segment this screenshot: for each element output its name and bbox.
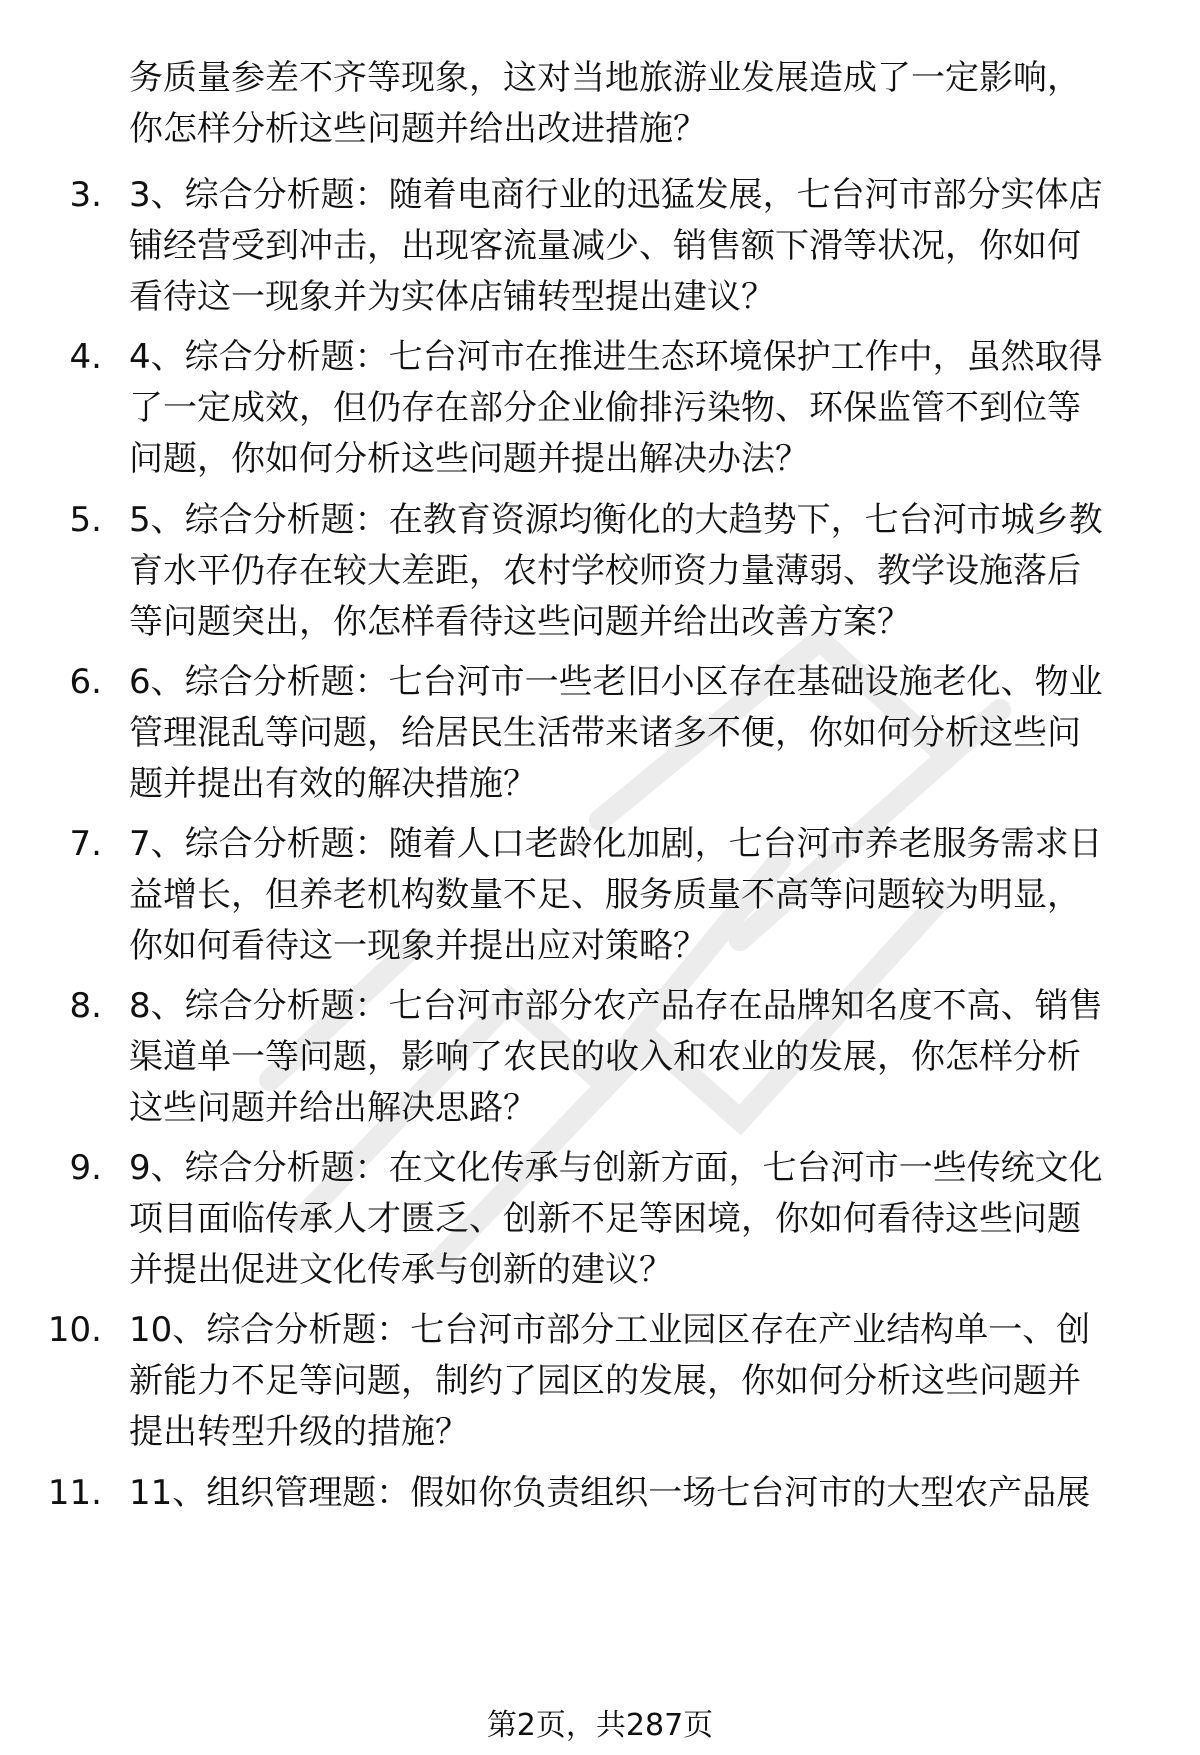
text-line: 提出转型升级的措施？ xyxy=(129,1412,469,1452)
list-number: 11. xyxy=(47,1473,102,1513)
text-line: 5、综合分析题：在教育资源均衡化的大趋势下，七台河市城乡教 xyxy=(129,500,1103,540)
text-line: 问题，你如何分析这些问题并提出解决办法？ xyxy=(129,439,809,479)
text-line: 铺经营受到冲击，出现客流量减少、销售额下滑等状况，你如何 xyxy=(129,226,1081,266)
text-line: 3、综合分析题：随着电商行业的迅猛发展，七台河市部分实体店 xyxy=(129,175,1103,215)
text-line: 10、综合分析题：七台河市部分工业园区存在产业结构单一、创 xyxy=(129,1310,1091,1350)
list-number: 7. xyxy=(69,824,102,864)
list-number: 3. xyxy=(69,175,102,215)
text-line: 4、综合分析题：七台河市在推进生态环境保护工作中，虽然取得 xyxy=(129,337,1103,377)
page-footer: 第2页，共287页 xyxy=(486,1708,714,1743)
text-line: 益增长，但养老机构数量不足、服务质量不高等问题较为明显， xyxy=(129,875,1081,915)
text-line: 8、综合分析题：七台河市部分农产品存在品牌知名度不高、销售 xyxy=(129,986,1103,1026)
text-line: 管理混乱等问题，给居民生活带来诸多不便，你如何分析这些问 xyxy=(129,713,1081,753)
text-line: 等问题突出，你怎样看待这些问题并给出改善方案？ xyxy=(129,602,911,642)
text-line: 11、组织管理题：假如你负责组织一场七台河市的大型农产品展 xyxy=(129,1473,1091,1513)
text-line: 新能力不足等问题，制约了园区的发展，你如何分析这些问题并 xyxy=(129,1361,1081,1401)
list-number: 4. xyxy=(69,337,102,377)
list-number: 9. xyxy=(69,1148,102,1188)
list-number: 6. xyxy=(69,662,102,702)
text-line: 育水平仍存在较大差距，农村学校师资力量薄弱、教学设施落后 xyxy=(129,551,1081,591)
text-line: 务质量参差不齐等现象，这对当地旅游业发展造成了一定影响， xyxy=(129,58,1081,98)
list-number: 10. xyxy=(47,1310,102,1350)
text-line: 这些问题并给出解决思路？ xyxy=(129,1088,537,1128)
text-line: 项目面临传承人才匮乏、创新不足等困境，你如何看待这些问题 xyxy=(129,1199,1081,1239)
list-number: 8. xyxy=(69,986,102,1026)
text-line: 渠道单一等问题，影响了农民的收入和农业的发展，你怎样分析 xyxy=(129,1037,1081,1077)
text-line: 并提出促进文化传承与创新的建议？ xyxy=(129,1250,673,1290)
text-line: 6、综合分析题：七台河市一些老旧小区存在基础设施老化、物业 xyxy=(129,662,1103,702)
text-line: 你怎样分析这些问题并给出改进措施？ xyxy=(129,109,707,149)
text-line: 题并提出有效的解决措施？ xyxy=(129,764,537,804)
text-line: 9、综合分析题：在文化传承与创新方面，七台河市一些传统文化 xyxy=(129,1148,1103,1188)
text-line: 7、综合分析题：随着人口老龄化加剧，七台河市养老服务需求日 xyxy=(129,824,1103,864)
list-number: 5. xyxy=(69,500,102,540)
text-line: 了一定成效，但仍存在部分企业偷排污染物、环保监管不到位等 xyxy=(129,388,1081,428)
text-line: 你如何看待这一现象并提出应对策略？ xyxy=(129,926,707,966)
text-line: 看待这一现象并为实体店铺转型提出建议？ xyxy=(129,277,775,317)
